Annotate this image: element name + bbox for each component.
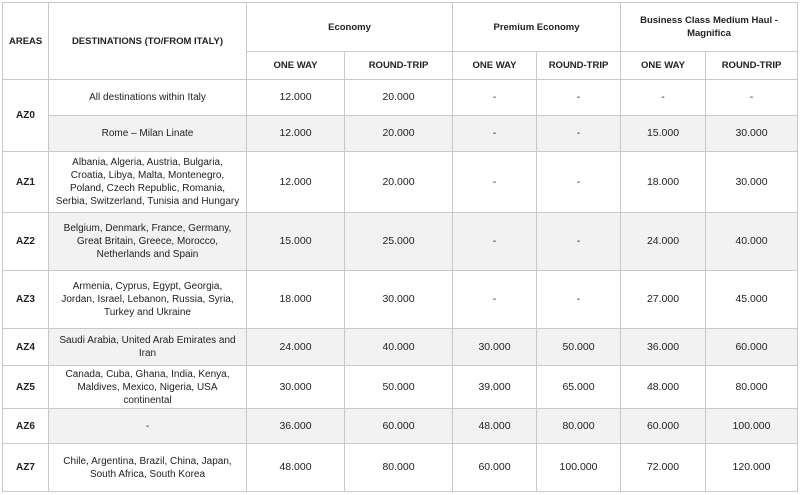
economy-round-trip-cell: 25.000 — [345, 213, 453, 271]
header-economy: Economy — [247, 3, 453, 52]
destinations-cell: All destinations within Italy — [49, 80, 247, 116]
premium-one-way-cell: - — [453, 152, 537, 213]
business-round-trip-cell: 80.000 — [706, 366, 798, 409]
economy-one-way-cell: 30.000 — [247, 366, 345, 409]
premium-round-trip-cell: - — [537, 152, 621, 213]
header-premium-one-way: ONE WAY — [453, 52, 537, 80]
business-round-trip-cell: - — [706, 80, 798, 116]
business-round-trip-cell: 40.000 — [706, 213, 798, 271]
economy-round-trip-cell: 50.000 — [345, 366, 453, 409]
economy-one-way-cell: 18.000 — [247, 271, 345, 329]
business-one-way-cell: 24.000 — [621, 213, 706, 271]
table-row — [3, 152, 798, 213]
premium-round-trip-cell: 65.000 — [537, 366, 621, 409]
header-business-one-way: ONE WAY — [621, 52, 706, 80]
table-row — [3, 271, 798, 329]
economy-one-way-cell: 12.000 — [247, 152, 345, 213]
destinations-cell: Chile, Argentina, Brazil, China, Japan, South Africa, South Korea — [49, 444, 247, 492]
business-one-way-cell: 15.000 — [621, 116, 706, 152]
premium-round-trip-cell: 80.000 — [537, 409, 621, 444]
premium-one-way-cell: - — [453, 271, 537, 329]
business-round-trip-cell: 45.000 — [706, 271, 798, 329]
area-cell: AZ4 — [3, 329, 49, 366]
business-round-trip-cell: 30.000 — [706, 152, 798, 213]
economy-one-way-cell: 15.000 — [247, 213, 345, 271]
header-economy-round-trip: ROUND-TRIP — [345, 52, 453, 80]
area-cell: AZ7 — [3, 444, 49, 492]
business-one-way-cell: 18.000 — [621, 152, 706, 213]
economy-round-trip-cell: 60.000 — [345, 409, 453, 444]
economy-one-way-cell: 12.000 — [247, 116, 345, 152]
header-economy-one-way: ONE WAY — [247, 52, 345, 80]
business-one-way-cell: 36.000 — [621, 329, 706, 366]
area-cell: AZ5 — [3, 366, 49, 409]
table-row — [3, 444, 798, 492]
destinations-cell: Rome – Milan Linate — [49, 116, 247, 152]
business-one-way-cell: 72.000 — [621, 444, 706, 492]
business-one-way-cell: 48.000 — [621, 366, 706, 409]
business-round-trip-cell: 120.000 — [706, 444, 798, 492]
economy-round-trip-cell: 40.000 — [345, 329, 453, 366]
premium-round-trip-cell: 50.000 — [537, 329, 621, 366]
economy-one-way-cell: 48.000 — [247, 444, 345, 492]
premium-one-way-cell: - — [453, 80, 537, 116]
area-cell: AZ6 — [3, 409, 49, 444]
destinations-cell: Armenia, Cyprus, Egypt, Georgia, Jordan, Israel, Lebanon, Russia, Syria, Turkey and Ukraine — [49, 271, 247, 329]
header-business-round-trip: ROUND-TRIP — [706, 52, 798, 80]
table-row — [3, 80, 798, 116]
business-one-way-cell: 60.000 — [621, 409, 706, 444]
premium-round-trip-cell: - — [537, 213, 621, 271]
destinations-cell: - — [49, 409, 247, 444]
premium-round-trip-cell: - — [537, 271, 621, 329]
destinations-cell: Belgium, Denmark, France, Germany, Great Britain, Greece, Morocco, Netherlands and Spain — [49, 213, 247, 271]
header-premium-round-trip: ROUND-TRIP — [537, 52, 621, 80]
destinations-cell: Canada, Cuba, Ghana, India, Kenya, Maldives, Mexico, Nigeria, USA continental — [49, 366, 247, 409]
business-one-way-cell: - — [621, 80, 706, 116]
economy-round-trip-cell: 20.000 — [345, 80, 453, 116]
header-premium-economy: Premium Economy — [453, 3, 621, 52]
premium-one-way-cell: 48.000 — [453, 409, 537, 444]
economy-one-way-cell: 36.000 — [247, 409, 345, 444]
table-row — [3, 409, 798, 444]
business-one-way-cell: 27.000 — [621, 271, 706, 329]
premium-one-way-cell: - — [453, 116, 537, 152]
destinations-cell: Saudi Arabia, United Arab Emirates and Iran — [49, 329, 247, 366]
table-row — [3, 116, 798, 152]
premium-one-way-cell: - — [453, 213, 537, 271]
business-round-trip-cell: 100.000 — [706, 409, 798, 444]
area-cell: AZ3 — [3, 271, 49, 329]
area-cell: AZ2 — [3, 213, 49, 271]
table-row — [3, 366, 798, 409]
table-row — [3, 329, 798, 366]
header-destinations: DESTINATIONS (TO/FROM ITALY) — [49, 3, 247, 80]
premium-round-trip-cell: - — [537, 80, 621, 116]
business-round-trip-cell: 60.000 — [706, 329, 798, 366]
premium-round-trip-cell: - — [537, 116, 621, 152]
economy-one-way-cell: 12.000 — [247, 80, 345, 116]
economy-round-trip-cell: 30.000 — [345, 271, 453, 329]
economy-round-trip-cell: 20.000 — [345, 116, 453, 152]
economy-one-way-cell: 24.000 — [247, 329, 345, 366]
economy-round-trip-cell: 80.000 — [345, 444, 453, 492]
premium-one-way-cell: 39.000 — [453, 366, 537, 409]
area-cell: AZ1 — [3, 152, 49, 213]
business-round-trip-cell: 30.000 — [706, 116, 798, 152]
destinations-cell: Albania, Algeria, Austria, Bulgaria, Croatia, Libya, Malta, Montenegro, Poland, Czech Republic, Romania, Serbia, Switzerland, Tunisia and Hungary — [49, 152, 247, 213]
table-row — [3, 213, 798, 271]
miles-award-table — [2, 2, 798, 492]
premium-one-way-cell: 60.000 — [453, 444, 537, 492]
premium-one-way-cell: 30.000 — [453, 329, 537, 366]
premium-round-trip-cell: 100.000 — [537, 444, 621, 492]
area-cell: AZ0 — [3, 80, 49, 152]
economy-round-trip-cell: 20.000 — [345, 152, 453, 213]
header-business-class: Business Class Medium Haul - Magnifica — [621, 3, 798, 52]
header-areas: AREAS — [3, 3, 49, 80]
